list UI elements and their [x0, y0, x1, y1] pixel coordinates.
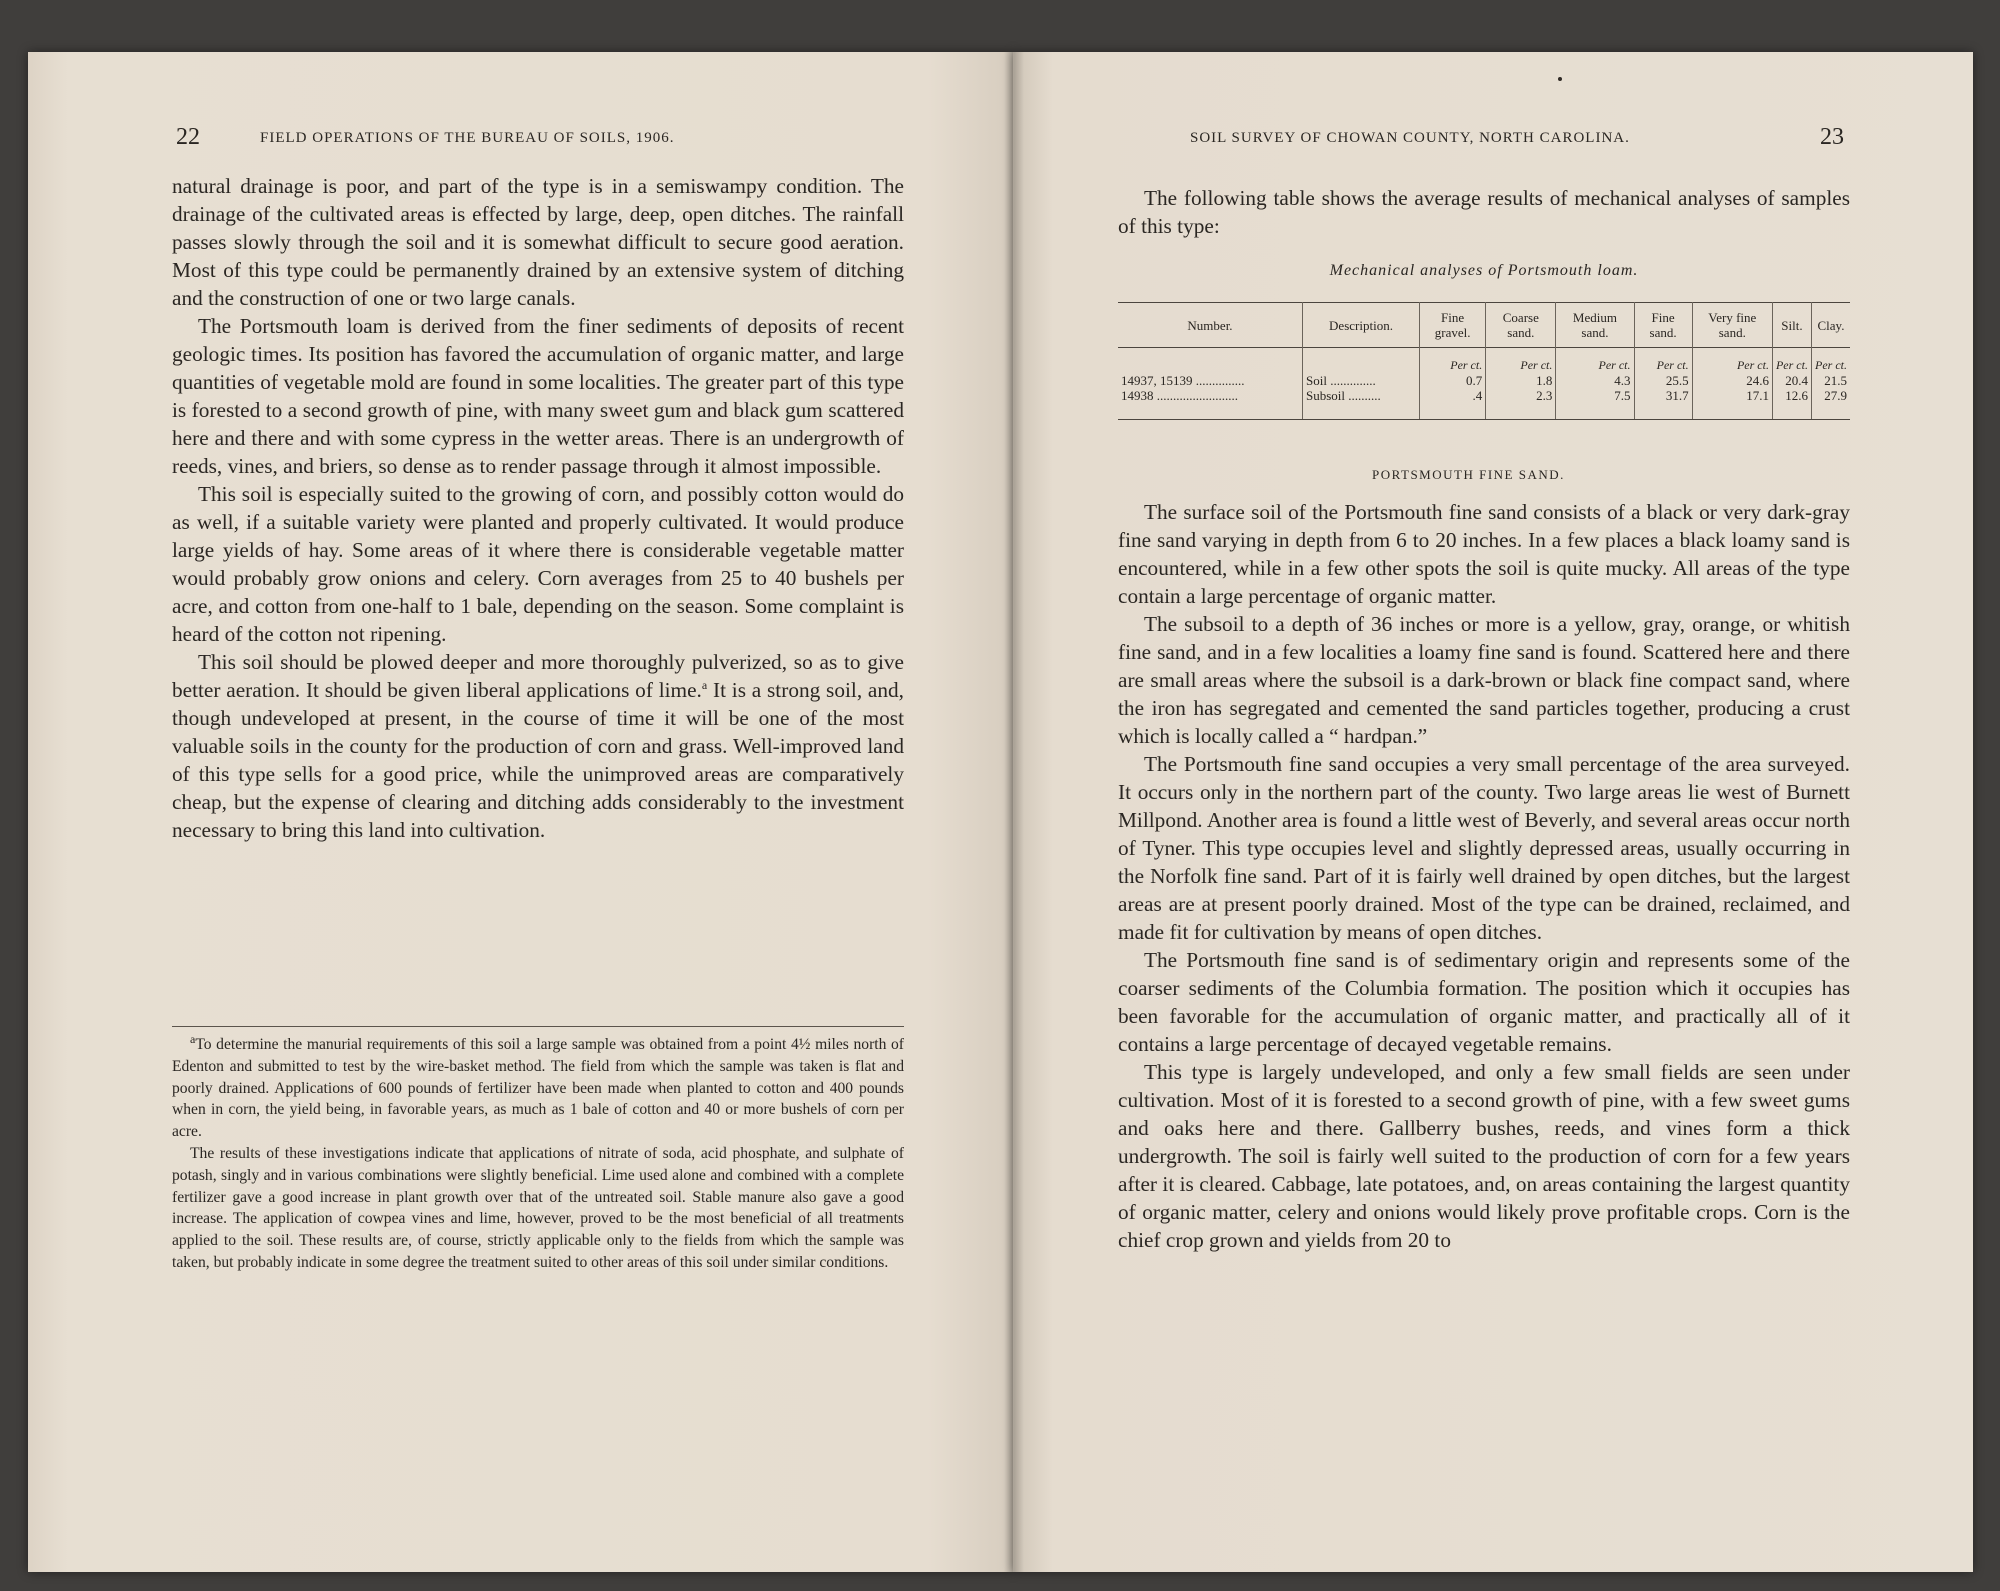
table-cell: 4.3 — [1556, 373, 1634, 388]
table-cell: 24.6 — [1692, 373, 1772, 388]
unit-cell: Per ct. — [1486, 348, 1556, 374]
table-row — [1118, 373, 1850, 388]
table-units-row — [1118, 348, 1850, 374]
mechanical-analyses-table — [1118, 302, 1850, 420]
table-cell: 27.9 — [1811, 388, 1850, 420]
right-paragraph-4: The Portsmouth fine sand is of sedimentary origin and represents some of the coarser sediments of the Columbia formation. The position which it occupies has been favorable for the accumulation of organic matter, and practically all of it contains a large percentage of decayed vegetable remains. — [1118, 948, 1850, 1056]
table-intro: The following table shows the average results of mechanical analyses of samples of this type: — [1118, 186, 1850, 238]
left-paragraph-4-end: It is a strong soil, and, though undeveloped at present, in the course of time it will be one of the most valuable soils in the county for the production of corn and grass. Well-improved land of this type sells for a good price, while the unimproved areas are comparatively cheap, but the expense of clearing and ditching adds considerably to the investment necessary to bring this land into cultivation. — [172, 678, 904, 842]
header-number: Number. — [1187, 317, 1233, 333]
header-coarse-sand: Coarse sand. — [1486, 303, 1556, 348]
header-medium-sand: Medium sand. — [1556, 303, 1634, 348]
unit-cell: Per ct. — [1556, 348, 1634, 374]
right-paragraph-5: This type is largely undeveloped, and only a few small fields are seen under cultivation. Most of it is forested to a second growth of pine, with a few sweet gums and oaks here and there. Gallberry bushes, reeds, and vines form a thick undergrowth. The soil is fairly well suited to the production of corn for a few years after it is cleared. Cabbage, late potatoes, and, on areas containing the largest quantity of organic matter, celery and onions would likely prove profitable crops. Corn is the chief crop grown and yields from 20 to — [1118, 1060, 1850, 1252]
left-paragraph-1: natural drainage is poor, and part of the type is in a semiswampy condition. The drainage of the cultivated areas is effected by large, deep, open ditches. The rainfall passes slowly through the soil and it is somewhat difficult to secure good aeration. Most of this type could be permanently drained by an extensive system of ditching and the construction of one or two large canals. — [172, 174, 904, 310]
right-paragraph-3: The Portsmouth fine sand occupies a very small percentage of the area surveyed. It occurs only in the northern part of the county. Two large areas lie west of Burnett Millpond. Another area is found a little west of Beverly, and several areas occur north of Tyner. This type occupies level and slightly depressed areas, usually occurring in the Norfolk fine sand. Part of it is fairly well drained by open ditches, but the largest areas are at present poorly drained. Most of the type can be drained, reclaimed, and made fit for cultivation by means of open ditches. — [1118, 752, 1850, 944]
unit-cell — [1118, 348, 1303, 374]
table-cell: 2.3 — [1486, 388, 1556, 420]
footnote-rule — [172, 1026, 904, 1027]
unit-cell: Per ct. — [1811, 348, 1850, 374]
table-cell: Soil .............. — [1303, 373, 1420, 388]
table-row — [1118, 388, 1850, 420]
footnote-reference[interactable]: a — [701, 677, 708, 692]
table-cell: 17.1 — [1692, 388, 1772, 420]
book-gutter — [1004, 52, 1024, 1572]
table-cell: 12.6 — [1772, 388, 1811, 420]
header-clay: Clay. — [1811, 303, 1850, 348]
left-paragraph-2: The Portsmouth loam is derived from the finer sediments of deposits of recent geologic times. Its position has favored the accumulation of organic matter, and large quantities of vegetable mold are found in some localities. The greater part of this type is forested to a second growth of pine, with many sweet gum and black gum scattered here and there and with some cypress in the wetter areas. There is an undergrowth of reeds, vines, and briers, so dense as to render passage through it almost impossible. — [172, 314, 904, 478]
table-cell: 0.7 — [1420, 373, 1486, 388]
table-cell: 21.5 — [1811, 373, 1850, 388]
unit-cell: Per ct. — [1772, 348, 1811, 374]
header-fine-gravel: Fine gravel. — [1420, 303, 1486, 348]
left-paragraph-3: This soil is especially suited to the growing of corn, and possibly cotton would do as well, if a suitable variety were planted and properly cultivated. It would produce large yields of hay. Some areas of it where there is considerable vegetable matter would probably grow onions and celery. Corn averages from 25 to 40 bushels per acre, and cotton from one-half to 1 bale, depending on the season. Some complaint is heard of the cotton not ripening. — [172, 482, 904, 646]
table-cell: 14937, 15139 ............... — [1121, 373, 1245, 388]
table-title: Mechanical analyses of Portsmouth loam. — [1329, 262, 1639, 279]
table-cell: 31.7 — [1634, 388, 1692, 420]
header-description: Description. — [1303, 303, 1420, 348]
footnote-2: The results of these investigations indicate that applications of nitrate of soda, acid phosphate, and sulphate of potash, singly and in various combinations were slightly beneficial. Lime used alone and combined with a complete fertilizer gave a good increase in plant growth over that of the untreated soil. Stable manure also gave a good increase. The application of cowpea vines and lime, however, proved to be the most beneficial of all treatments applied to the soil. These results are, of course, strictly applicable only to the fields from which the sample was taken, but probably indicate in some degree the treatment suited to other areas of this soil under similar conditions. — [172, 1144, 904, 1271]
unit-cell — [1303, 348, 1420, 374]
header-very-fine-sand: Very fine sand. — [1692, 303, 1772, 348]
footnote-marker: a — [190, 1031, 196, 1046]
unit-cell: Per ct. — [1420, 348, 1486, 374]
left-running-head: FIELD OPERATIONS OF THE BUREAU OF SOILS, 1906. — [260, 130, 675, 146]
footnote-1 — [172, 1031, 904, 1143]
left-body-text — [172, 172, 904, 844]
right-intro-text — [1118, 184, 1850, 240]
left-paragraph-4-start: This soil should be plowed deeper and more thoroughly pulverized, so as to give better aeration. It should be given liberal applications of lime. — [172, 650, 904, 702]
unit-cell: Per ct. — [1692, 348, 1772, 374]
right-running-head: SOIL SURVEY OF CHOWAN COUNTY, NORTH CAROLINA. — [1190, 130, 1630, 146]
left-paragraph-4 — [172, 648, 904, 844]
right-paragraph-2: The subsoil to a depth of 36 inches or more is a yellow, gray, orange, or whitish fine sand, and in a few localities a loamy fine sand is found. Scattered here and there are small areas where the subsoil is a dark-brown or black fine compact sand, where the iron has segregated and cemented the sand particles together, producing a crust which is locally called a “ hardpan.” — [1118, 612, 1850, 748]
table-cell: 1.8 — [1486, 373, 1556, 388]
header-silt: Silt. — [1772, 303, 1811, 348]
table-cell: 20.4 — [1772, 373, 1811, 388]
section-heading: PORTSMOUTH FINE SAND. — [1372, 467, 1565, 482]
left-page-number: 22 — [176, 124, 200, 150]
right-paragraph-1: The surface soil of the Portsmouth fine sand consists of a black or very dark-gray fine sand varying in depth from 6 to 20 inches. In a few places a black loamy sand is encountered, while in a few other spots the soil is quite mucky. All areas of the type contain a large percentage of organic matter. — [1118, 500, 1850, 608]
right-body-text — [1118, 498, 1850, 1254]
left-footnotes — [172, 1031, 904, 1274]
header-fine-sand: Fine sand. — [1634, 303, 1692, 348]
right-page-number: 23 — [1820, 124, 1844, 150]
table-cell: 14938 ......................... — [1118, 388, 1303, 420]
unit-cell: Per ct. — [1634, 348, 1692, 374]
table-cell: 25.5 — [1634, 373, 1692, 388]
footnote-1-text: To determine the manurial requirements of this soil a large sample was obtained from a point 4½ miles north of Edenton and submitted to test by the wire-basket method. The field from which the sample was taken is flat and poorly drained. Applications of 600 pounds of fertilizer have been made when planted to cotton and 400 pounds when in corn, the yield being, in favorable years, as much as 1 bale of cotton and 40 or more bushels of corn per acre. — [172, 1036, 904, 1141]
paper-speck — [1558, 77, 1562, 81]
table-cell: .4 — [1420, 388, 1486, 420]
table-cell: 7.5 — [1556, 388, 1634, 420]
table-cell: Subsoil .......... — [1303, 388, 1420, 420]
table-header-row — [1118, 303, 1850, 348]
